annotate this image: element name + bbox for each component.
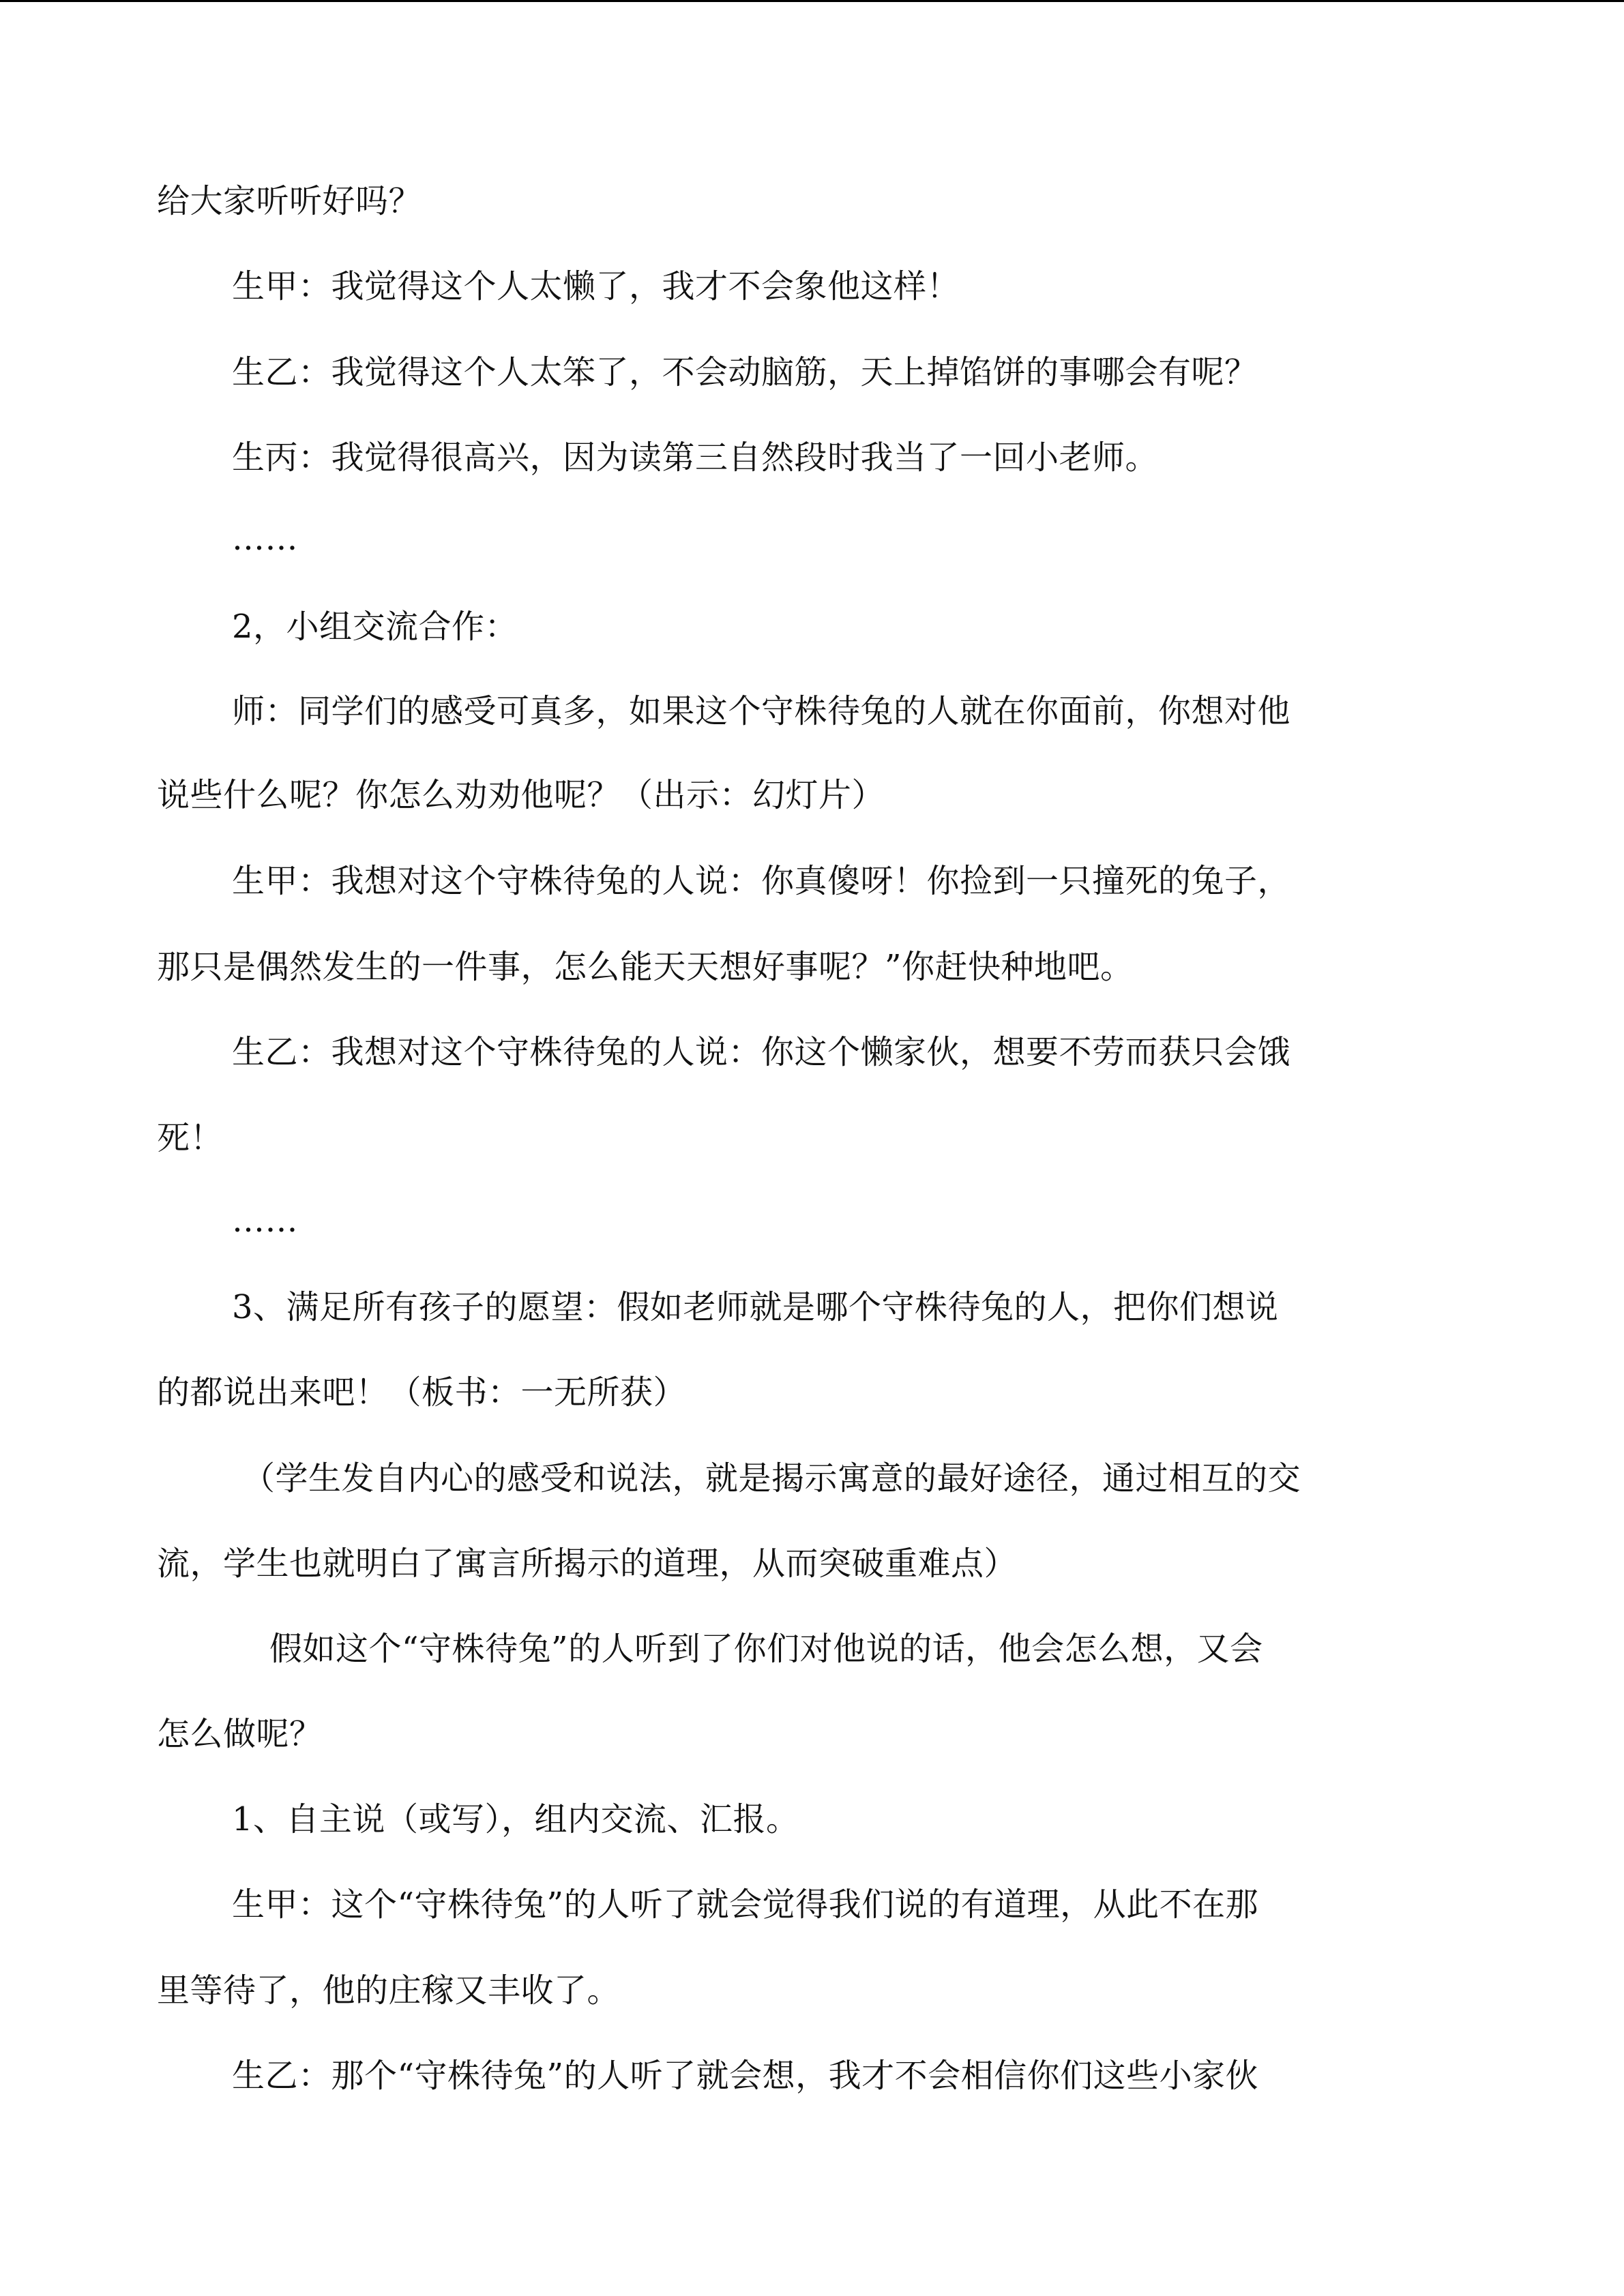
section-heading: 3、满足所有孩子的愿望：假如老师就是哪个守株待兔的人，把你们想说 bbox=[232, 1288, 1279, 1326]
text-line: 怎么做呢？ bbox=[157, 1715, 323, 1753]
text-line: 那只是偶然发生的一件事，怎么能天天想好事呢？”你赶快种地吧。 bbox=[157, 948, 1134, 986]
text-line: 给大家听听好吗？ bbox=[157, 182, 422, 220]
text-line: 生甲：这个“守株待兔”的人听了就会觉得我们说的有道理，从此不在那 bbox=[232, 1885, 1259, 1924]
text-line: 假如这个“守株待兔”的人听到了你们对他说的话，他会怎么想，又会 bbox=[269, 1630, 1263, 1668]
ellipsis-line: …… bbox=[232, 520, 298, 558]
text-line: 生甲：我觉得这个人太懒了，我才不会象他这样！ bbox=[232, 267, 960, 305]
text-line: 生丙：我觉得很高兴，因为读第三自然段时我当了一回小老师。 bbox=[232, 438, 1159, 477]
text-line: 说些什么呢？你怎么劝劝他呢？（出示：幻灯片） bbox=[157, 776, 885, 814]
note-line: （学生发自内心的感受和说法，就是揭示寓意的最好途径，通过相互的交 bbox=[242, 1459, 1301, 1497]
text-line: 生甲：我想对这个守株待兔的人说：你真傻呀！你捡到一只撞死的兔子， bbox=[232, 862, 1291, 900]
ellipsis-line: …… bbox=[232, 1202, 298, 1240]
text-line: 生乙：那个“守株待兔”的人听了就会想，我才不会相信你们这些小家伙 bbox=[232, 2057, 1259, 2095]
text-line: 死！ bbox=[157, 1119, 224, 1157]
text-line: 师：同学们的感受可真多，如果这个守株待兔的人就在你面前，你想对他 bbox=[232, 692, 1291, 730]
section-heading: 2，小组交流合作： bbox=[232, 608, 518, 646]
note-line: 流，学生也就明白了寓言所揭示的道理，从而突破重难点） bbox=[157, 1545, 1018, 1583]
section-heading: 1、自主说（或写），组内交流、汇报。 bbox=[232, 1800, 799, 1838]
text-line: 生乙：我想对这个守株待兔的人说：你这个懒家伙，想要不劳而获只会饿 bbox=[232, 1033, 1291, 1071]
text-line: 的都说出来吧！（板书：一无所获） bbox=[157, 1373, 687, 1412]
text-line: 里等待了，他的庄稼又丰收了。 bbox=[157, 1971, 621, 2010]
text-line: 生乙：我觉得这个人太笨了，不会动脑筋，天上掉馅饼的事哪会有呢？ bbox=[232, 353, 1258, 391]
